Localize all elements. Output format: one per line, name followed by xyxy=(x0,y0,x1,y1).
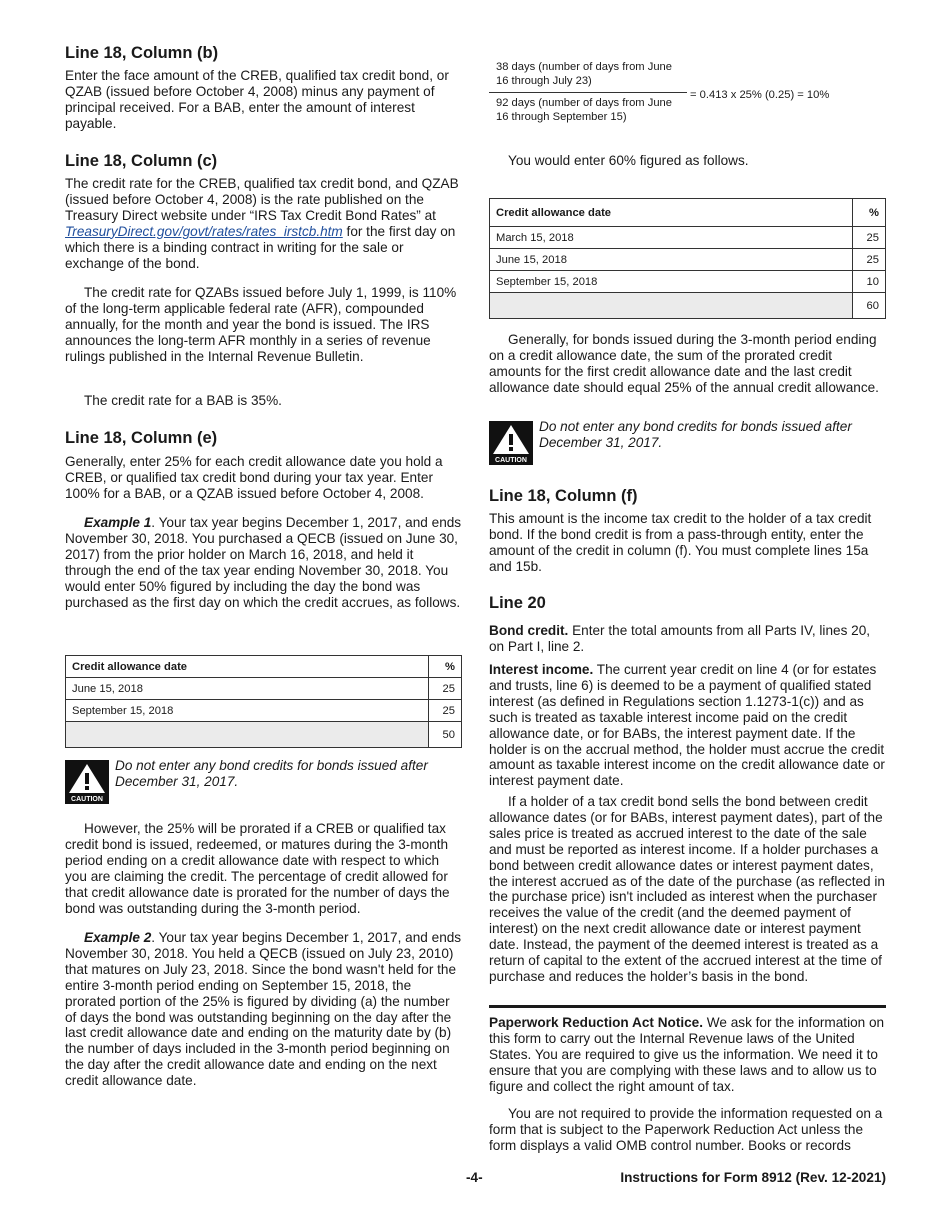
fraction-bar xyxy=(489,92,687,93)
paragraph-18f: This amount is the income tax credit to the holder of a tax credit bond. If the bond credit is from a pass-through entity, enter the amount of the credit in column (f). You must complete lines 15a and 15b. xyxy=(489,511,872,574)
table-row: June 15, 2018 25 xyxy=(66,678,462,700)
table-header-date: Credit allowance date xyxy=(66,656,429,678)
heading-line-20: Line 20 xyxy=(489,594,546,612)
fraction-result: = 0.413 x 25% (0.25) = 10% xyxy=(690,89,830,101)
table-row: September 15, 2018 25 xyxy=(66,700,462,722)
credit-allowance-table-1 xyxy=(65,655,462,748)
page-number: -4- xyxy=(466,1170,483,1185)
paragraph-18e: Generally, enter 25% for each credit allowance date you hold a CREB, or qualified tax credit bond during your tax year. Enter 100% for a BAB, or a QZAB issued before October 4, 2008. xyxy=(65,454,443,501)
heading-line-18-column-e: Line 18, Column (e) xyxy=(65,429,218,447)
heading-line-18-column-f: Line 18, Column (f) xyxy=(489,487,638,505)
paragraph-18c-qzab: The credit rate for QZABs issued before July 1, 1999, is 110% of the long-term applicable federal rate (AFR), compounded annually, for the month and year the bond is issued. The IRS announces the long-term AFR monthly in a series of revenue rulings published in the Internal Revenue Bulletin. xyxy=(65,285,457,364)
table-row: September 15, 2018 10 xyxy=(490,271,886,293)
heading-line-18-column-c: Line 18, Column (c) xyxy=(65,152,218,170)
table-header-date: Credit allowance date xyxy=(490,199,853,227)
table-total-row: 60 xyxy=(490,293,886,319)
paragraph-prorate: However, the 25% will be prorated if a CREB or qualified tax credit bond is issued, redeemed, or matures during the 3-month period ending on a credit allowance date with respect to which you are claiming the credit. The percentage of credit allowed for that credit allowance date is prorated for the number of days the bond was outstanding during the 3-month period. xyxy=(65,821,450,916)
table-total-row: 50 xyxy=(66,722,462,748)
caution-text: Do not enter any bond credits for bonds issued after December 31, 2017. xyxy=(115,758,428,789)
paragraph-18b: Enter the face amount of the CREB, qualified tax credit bond, or QZAB (issued before October 4, 2008) minus any payment of principal received. For a BAB, enter the amount of interest payable. xyxy=(65,68,449,131)
caution-icon xyxy=(489,421,533,465)
table-header-percent: % xyxy=(853,199,886,227)
table-row: June 15, 2018 25 xyxy=(490,249,886,271)
credit-allowance-table-2 xyxy=(489,198,886,319)
paragraph-generally: Generally, for bonds issued during the 3-month period ending on a credit allowance date, the sum of the prorated credit amounts for the first credit allowance date and the last credit allowance date should equal 25% of the annual credit allowance. xyxy=(489,332,879,395)
paragraph-18c-bab: The credit rate for a BAB is 35%. xyxy=(84,393,282,408)
example-1: Example 1. Your tax year begins December 1, 2017, and ends November 30, 2018. You purchased a QECB (issued on June 30, 2017) from the prior holder on March 16, 2018, and held it through the end of the tax year ending November 30, 2018. You would enter 50% figured by including the day the bond was purchased as the first day on which the credit accrues, as follows. xyxy=(65,515,462,610)
fraction-denominator: 92 days (number of days from June 16 through September 15) xyxy=(496,97,672,123)
paragraph-paperwork-notice: Paperwork Reduction Act Notice. We ask for the information on this form to carry out the Internal Revenue laws of the United States. You are required to give us the information. We need it to ensure that you are complying with these laws and to allow us to figure and collect the right amount of tax. xyxy=(489,1015,885,1094)
example-2: Example 2. Your tax year begins December 1, 2017, and ends November 30, 2018. You held a QECB (issued on July 23, 2010) that matures on July 23, 2018. Since the bond wasn't held for the entire 3-month period ending on September 15, 2018, the prorated portion of the 25% is figured by dividing (a) the number of days the bond was outstanding beginning on the day after the last credit allowance date and ending on the maturity date by (b) the number of days included in the 3-month period beginning on the day after the credit allowance date and ending on the next credit allowance date. xyxy=(65,930,462,1089)
paragraph-bond-credit: Bond credit. Enter the total amounts from all Parts IV, lines 20, on Part I, line 2. xyxy=(489,623,871,654)
fraction-numerator: 38 days (number of days from June 16 through July 23) xyxy=(496,61,672,87)
table-row: March 15, 2018 25 xyxy=(490,227,886,249)
paragraph-enter-60: You would enter 60% figured as follows. xyxy=(508,153,749,168)
treasury-direct-link[interactable]: TreasuryDirect.gov/govt/rates/rates_irstcb.htm xyxy=(65,223,343,239)
paragraph-18c-rate: The credit rate for the CREB, qualified tax credit bond, and QZAB (issued before October 4, 2008) is the rate published on the Treasury Direct website under “IRS Tax Credit Bond Rates” at TreasuryDirect.gov/govt/rates/rates_irstcb.htm for the first day on which there is a binding contract in writing for the sale or exchange of the bond. xyxy=(65,176,459,271)
heading-line-18-column-b: Line 18, Column (b) xyxy=(65,44,219,62)
caution-label: CAUTION xyxy=(71,796,103,803)
table-header-percent: % xyxy=(429,656,462,678)
paragraph-holder-sale: If a holder of a tax credit bond sells the bond between credit allowance dates (or for BABs, interest payment dates), part of the sales price is treated as accrued interest to the date of the sale and must be reported as interest income. If a holder purchases a bond between credit allowance dates or interest payment dates, the interest accrued as of the date of the purchase (as reflected in the purchase price) isn't included as interest when the purchaser receives the value of the credit (and the deemed payment of interest) on the next credit allowance date or interest payment date. Instead, the payment of the deemed interest is treated as a return of capital to the extent of the accrued interest at the time of purchase and reduces the holder’s basis in the bond. xyxy=(489,794,885,984)
caution-icon xyxy=(65,760,109,804)
paragraph-not-required: You are not required to provide the information requested on a form that is subject to the Paperwork Reduction Act unless the form displays a valid OMB control number. Books or records xyxy=(489,1106,883,1153)
section-divider xyxy=(489,1005,886,1008)
paragraph-interest-income: Interest income. The current year credit on line 4 (or for estates and trusts, line 6) is deemed to be a payment of qualified stated interest (as defined in Regulations section 1.1273-1(c)) and as such is treated as taxable interest income paid on the credit allowance date, or for BABs, the interest payment date. If the holder is on the accrual method, the holder must accrue the credit amount as taxable interest income on the credit allowance date or interest payment date. xyxy=(489,662,885,789)
caution-text: Do not enter any bond credits for bonds issued after December 31, 2017. xyxy=(539,419,852,450)
form-title-footer: Instructions for Form 8912 (Rev. 12-2021) xyxy=(620,1170,886,1185)
caution-label: CAUTION xyxy=(495,457,527,464)
